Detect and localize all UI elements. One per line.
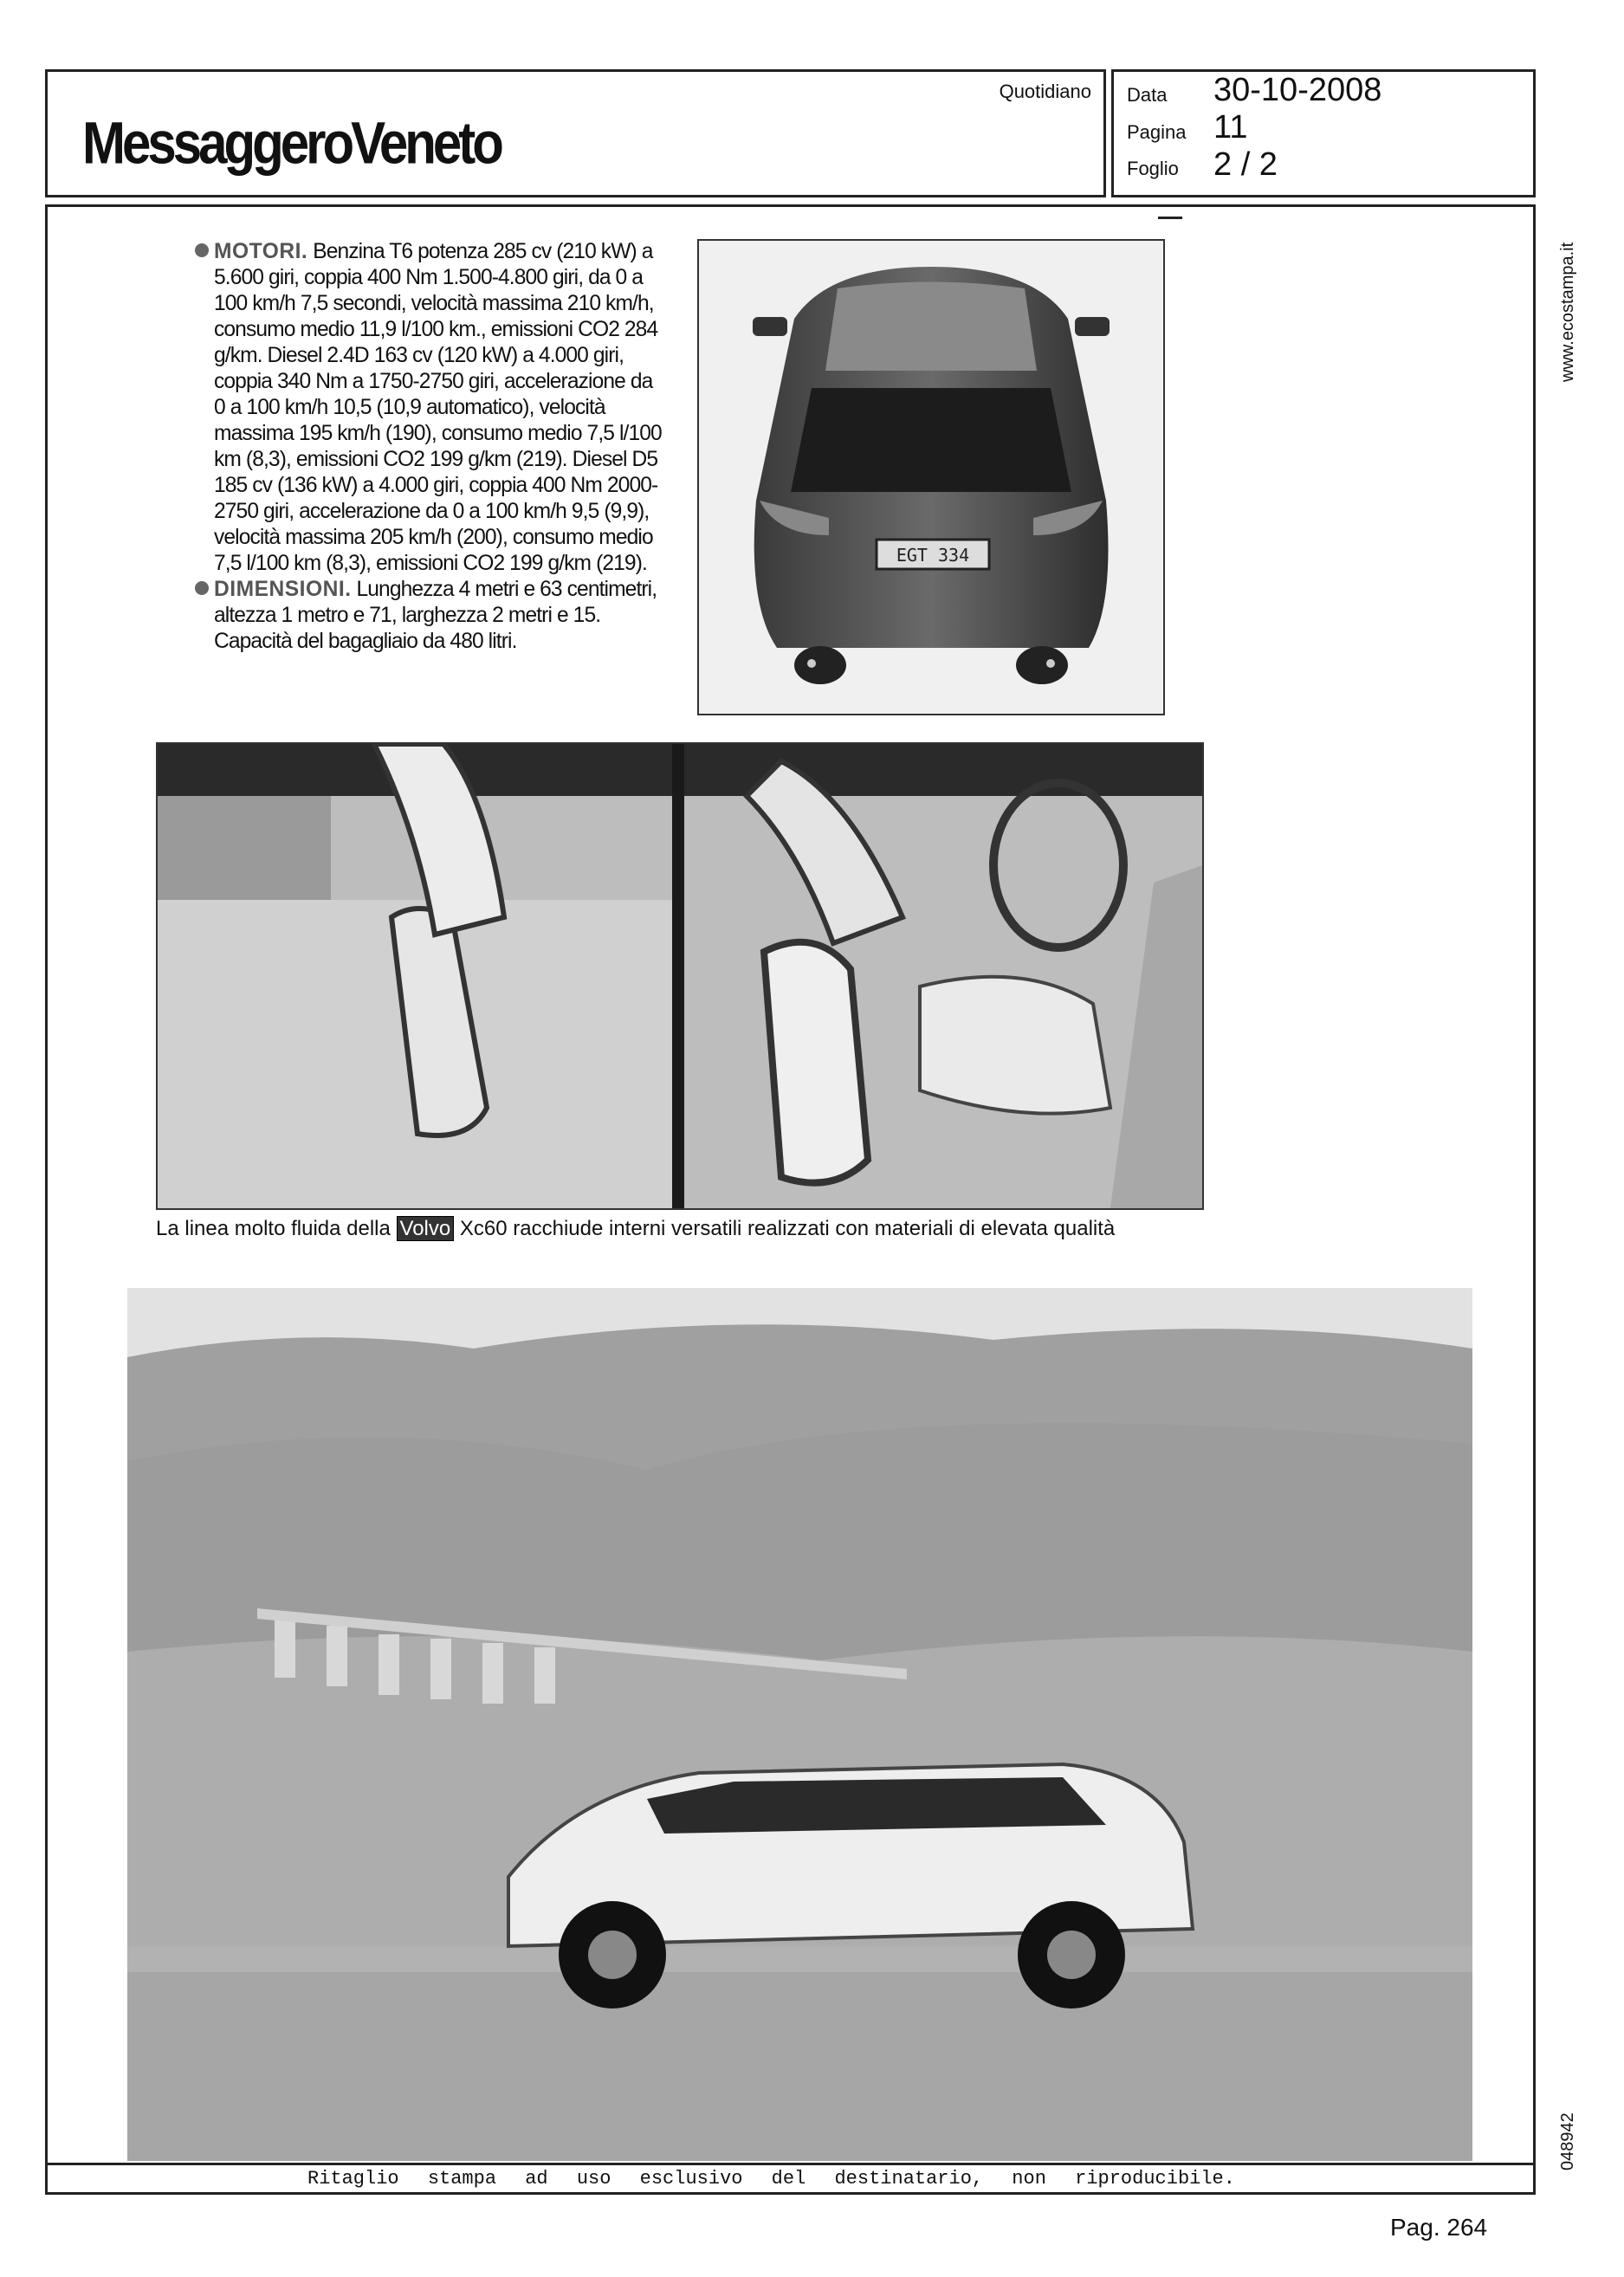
newspaper-logo: MessaggeroVeneto <box>82 109 501 177</box>
side-url <box>1555 212 1581 385</box>
meta-box <box>1111 69 1536 197</box>
landscape-car-photo <box>127 1288 1472 2161</box>
caption-highlight: Volvo <box>397 1216 455 1241</box>
dimensioni-body: Lunghezza 4 metri e 63 centimetri, altezza 1 metro e 71, larghezza 2 metri e 15. Capacità del bagagliaio da 480 litri. <box>214 578 657 653</box>
date-label: Data <box>1127 84 1168 106</box>
keyword-dimensioni: DIMENSIONI. <box>214 578 352 601</box>
sheet-label: Foglio <box>1127 158 1179 179</box>
bullet-icon <box>195 243 209 257</box>
side-code-text: 048942 <box>1558 2112 1577 2170</box>
page-value: 11 <box>1213 109 1248 146</box>
side-url-text: www.ecostampa.it <box>1558 242 1577 382</box>
divider-dash <box>1158 217 1182 219</box>
footer-rule <box>48 2163 1533 2165</box>
motori-body: Benzina T6 potenza 285 cv (210 kW) a 5.600 giri, coppia 400 Nm 1.500-4.800 giri, da 0 a 100 km/h 7,5 secondi, velocità massima 210 km/h, consumo medio 11,9 l/100 km., emissioni CO2 284 g/km. Diesel 2.4D 163 cv (120 kW) a 4.000 giri, coppia 340 Nm a 1750-2750 giri, accelerazione da 0 a 100 km/h 10,5 (10,9 automatico), velocità massima 195 km/h (190), consumo medio 7,5 l/100 km (8,3), emissioni CO2 199 g/km (219). Diesel D5 185 cv (136 kW) a 4.000 giri, coppia 400 Nm 2000-2750 giri, accelerazione da 0 a 100 km/h 9,5 (9,9), velocità massima 205 km/h (200), consumo medio 7,5 l/100 km (8,3), emissioni CO2 199 g/km (219). <box>214 240 662 575</box>
page-label: Pagina <box>1127 121 1187 143</box>
license-plate-text: EGT 334 <box>896 545 970 566</box>
photo-caption <box>156 1217 1115 1241</box>
side-code <box>1555 2105 1581 2174</box>
article-text <box>195 239 663 655</box>
bullet-icon <box>195 581 209 595</box>
caption-before: La linea molto fluida della <box>156 1217 397 1240</box>
interior-photo <box>156 742 1204 1210</box>
page-number: Pag. 264 <box>1390 2214 1488 2241</box>
keyword-motori: MOTORI. <box>214 240 308 263</box>
date-value: 30-10-2008 <box>1213 72 1382 108</box>
caption-after: Xc60 racchiude interni versatili realizzati con materiali di elevata qualità <box>454 1217 1116 1240</box>
publication-type: Quotidiano <box>999 81 1091 102</box>
paragraph-dimensioni <box>195 577 663 655</box>
sheet-value: 2 / 2 <box>1213 146 1278 183</box>
car-rear-photo <box>697 239 1165 715</box>
masthead-box <box>45 69 1106 197</box>
paragraph-motori <box>195 239 663 577</box>
copyright-notice: Ritaglio stampa ad uso esclusivo del destinatario, non riproducibile. <box>307 2168 1235 2190</box>
